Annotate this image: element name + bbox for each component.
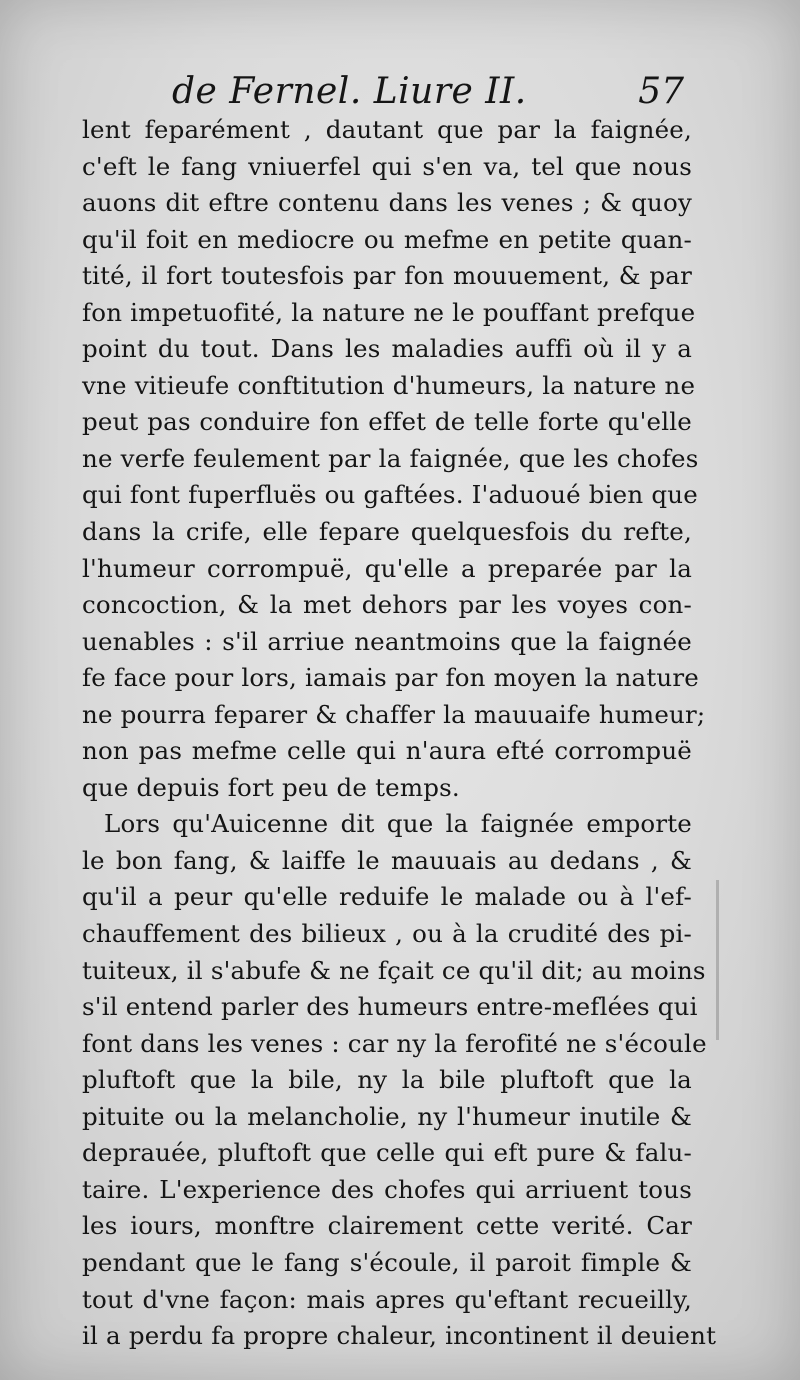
text-line: uenables : s'il arriue neantmoins que la faignée [82, 626, 692, 656]
text-line: vne vitieufe conftitution d'humeurs, la nature ne [82, 370, 696, 400]
text-line: ne pourra feparer & chaffer la mauuaife humeur; [82, 699, 706, 729]
running-head: de Fernel. Liure II. [172, 71, 527, 112]
text-line: fe face pour lors, iamais par fon moyen la nature [82, 663, 699, 693]
text-line: s'il entend parler des humeurs entre-meflées qui [82, 992, 698, 1022]
text-line: ne verfe feulement par la faignée, que les chofes [82, 443, 699, 473]
text-line: font dans les venes : car ny la ferofité ne s'écoule [82, 1028, 707, 1058]
text-line: concoction, & la met dehors par les voyes con- [82, 590, 692, 620]
page-header [172, 70, 692, 114]
text-line: tuiteux, il s'abufe & ne fçait ce qu'il dit; au moins [82, 955, 706, 985]
text-line: dans la crife, elle fepare quelquesfois du refte, [82, 517, 692, 547]
body-text [82, 112, 717, 1355]
text-line: il a perdu fa propre chaleur, incontinent il deuient [82, 1321, 717, 1351]
text-line: tité, il fort toutesfois par fon mouuement, & par [82, 261, 692, 291]
text-line: l'humeur corrompuë, qu'elle a preparée par la [82, 553, 692, 583]
text-line: non pas mefme celle qui n'aura efté corrompuë [82, 736, 692, 766]
text-line: les iours, monftre clairement cette verité. Car [82, 1211, 692, 1241]
text-line: qu'il foit en mediocre ou mefme en petite quan- [82, 224, 692, 254]
text-line: taire. L'experience des chofes qui arriuent tous [82, 1174, 692, 1204]
text-line: deprauée, pluftoft que celle qui eft pure & falu- [82, 1138, 692, 1168]
text-line: chauffement des bilieux , ou à la crudité des pi- [82, 919, 692, 949]
page-number: 57 [638, 71, 684, 112]
text-line: fon impetuofité, la nature ne le pouffant prefque [82, 297, 696, 327]
text-line: point du tout. Dans les maladies auffi où il y a [82, 334, 692, 364]
text-line: lent feparément , dautant que par la faignée, [82, 115, 692, 144]
text-line: peut pas conduire fon effet de telle forte qu'elle [82, 407, 692, 437]
text-line: le bon fang, & laiffe le mauuais au dedans , & [82, 845, 692, 875]
text-line: qu'il a peur qu'elle reduife le malade ou à l'ef- [82, 882, 692, 912]
text-line: pluftoft que la bile, ny la bile pluftoft que la [82, 1065, 692, 1095]
text-line: auons dit eftre contenu dans les venes ; & quoy [82, 188, 692, 218]
text-line: que depuis fort peu de temps. [82, 772, 460, 802]
text-line: c'eft le fang vniuerfel qui s'en va, tel que nous [82, 151, 692, 181]
margin-mark [716, 880, 719, 1040]
text-line: tout d'vne façon: mais apres qu'eftant recueilly, [82, 1284, 692, 1314]
text-line: pendant que le fang s'écoule, il paroit fimple & [82, 1247, 692, 1277]
paragraph-first-line: Lors qu'Auicenne dit que la faignée emporte [104, 809, 692, 839]
text-line: qui font fuperfluës ou gaftées. I'aduoué bien que [82, 480, 698, 510]
text-line: pituite ou la melancholie, ny l'humeur inutile & [82, 1101, 692, 1131]
